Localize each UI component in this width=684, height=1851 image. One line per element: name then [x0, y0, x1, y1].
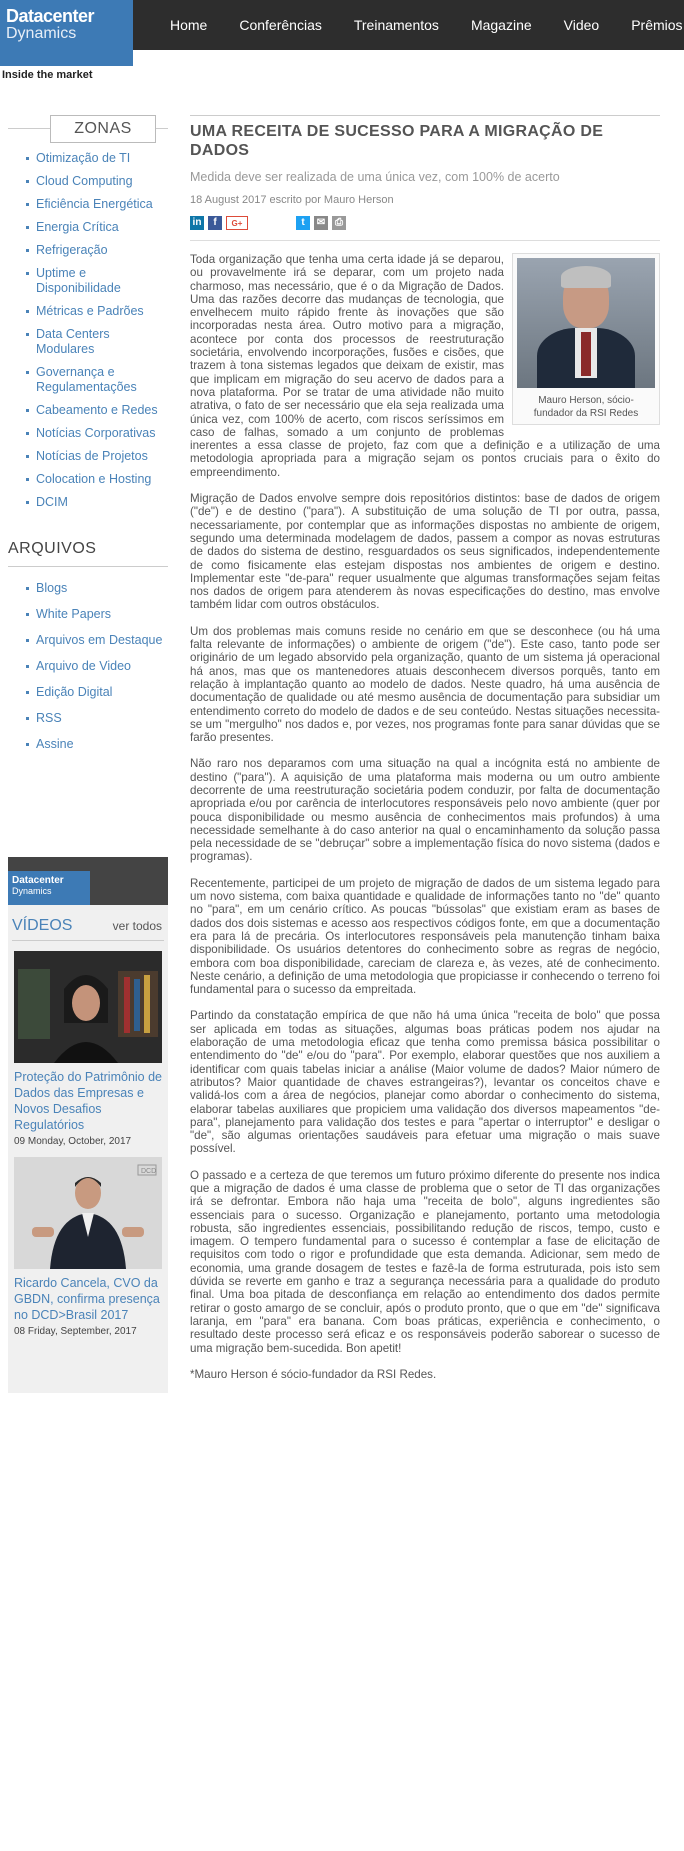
video-thumb-image-2 [14, 1157, 162, 1269]
sidebar-item-rss[interactable]: RSS [26, 711, 168, 726]
widget-logo[interactable] [8, 871, 90, 905]
site-tagline: Inside the market [2, 69, 93, 81]
nav-video[interactable]: Video [563, 17, 600, 33]
nav-home[interactable]: Home [170, 17, 208, 33]
sidebar-item-energia[interactable]: Energia Crítica [26, 220, 168, 235]
nav-conferencias[interactable]: Conferências [239, 17, 322, 33]
widget-logo-line1: Datacenter [12, 875, 64, 886]
article-paragraph: Não raro nos deparamos com uma situação na qual a incógnita está no ambiente de destino ("para"). A aquisição de uma plataforma mais moderna ou um outro ambiente decorrente de uma reestruturação societária podem conduzir, por falta de documentação apropriada e/ou por carência de interlocutores responsáveis pelo novo ambiente (quer por pouca disponibilidade ou mesmo ausência de conhecimentos mais profundos) à uma necessidade semelhante à do caso anterior na qual o encaminhamento da solução passa pela necessidade de se "debruçar" sobre a implementação física do novo sistema (dados e programas). [190, 757, 660, 864]
article-byline: 18 August 2017 escrito por Mauro Herson [190, 194, 394, 206]
sidebar-item-white-papers[interactable]: White Papers [26, 607, 168, 622]
site-header [0, 0, 684, 66]
logo-line1: Datacenter [6, 6, 95, 26]
videos-widget [8, 857, 168, 1393]
video-date-2: 08 Friday, September, 2017 [14, 1326, 137, 1337]
article-title: UMA RECEITA DE SUCESSO PARA A MIGRAÇÃO DE DADOS [190, 115, 660, 160]
sidebar-item-governanca[interactable]: Governança e Regulamentações [26, 365, 168, 395]
videos-title: VÍDEOS [12, 917, 73, 934]
sidebar-item-blogs[interactable]: Blogs [26, 581, 168, 596]
print-icon[interactable]: ⎙ [332, 216, 346, 230]
dcd-badge: DCD [141, 1168, 157, 1175]
photo-hair [561, 266, 611, 288]
article-paragraph: Recentemente, participei de um projeto de migração de dados de um sistema legado para um novo sistema, com baixa quantidade e qualidade de informações tanto no "de" quanto no "para", em um cenário crítico. As poucas "bússolas" que existiam eram as bases de dados dos dois sistemas e acesso aos respectivos códigos fonte, em que a documentação era para lá de precária. Os interlocutores responsáveis pela manutenção tinham baixa disponibilidade. Os usuários detentores do conhecimento sobre as regras de negócio, embora com boa disponibilidade, careciam de clareza e, às vezes, até de conhecimento. Neste cenário, a definição de uma metodologia que propiciasse ir conhecendo o terreno foi fundamental para o sucesso da empreitada. [190, 876, 660, 997]
main-nav [170, 0, 683, 50]
nav-premios[interactable]: Prêmios [631, 17, 683, 33]
zonas-list [8, 151, 168, 510]
video-caption-1[interactable]: Proteção do Patrimônio de Dados das Empresas e Novos Desafios Regulatórios [14, 1070, 163, 1132]
email-icon[interactable]: ✉ [314, 216, 328, 230]
videos-header [12, 911, 164, 941]
sidebar-item-refrigeracao[interactable]: Refrigeração [26, 243, 168, 258]
widget-banner [8, 857, 168, 905]
article-body [190, 253, 660, 1381]
linkedin-icon[interactable]: in [190, 216, 204, 230]
article-paragraph: Migração de Dados envolve sempre dois repositórios distintos: base de dados de origem ("de") e de destino ("para"). A substituição de uma solução de TI por outra, passa, necessariamente, por contemplar que as informações dispostas no ambiente de origem, segundo uma determinada modelagem de dados, passem a compor as novas estruturas de dados do sistema de destino, resguardados os seus significados, independentemente de como fisicamente elas estejam dispostas nos ambientes de origem e destino. Implementar este "de-para" requer usualmente que algumas transformações sejam feitas nos dados de origem para atenderem às novas especificações do destino, mas envolve também lidar com outros obstáculos. [190, 492, 660, 612]
share-spacer [252, 216, 292, 230]
article-paragraph: Toda organização que tenha uma certa idade já se deparou, ou provavelmente irá se deparar, com um projeto nada charmoso, mas necessário, que é o da Migração de Dados. Uma das razões decorre das mudanças de tecnologia, que envelhecem muito rápido frente às inovações que são incorporadas nesta área. Outro motivo para a migração, acontece por conta dos processos de reestruturação societária, envolvendo incorporações, fusões e cisões, que trazem à tona sistemas legados que deixam de existir, mas que implicam em migração do seu acervo de dados para a nova plataforma. Por se tratar de uma atividade não muito atrativa, o fato de ser necessário que ela seja realizada uma única vez, com 100% de acerto, com riscos seríssimos em caso de falhas, somado a um conjunto de problemas inerentes a essa classe de projeto, faz com que a definição e a utilização de uma metodologia apropriada para a migração sejam os pontos cruciais para o êxito do empreendimento. [190, 253, 660, 479]
video-thumbnail[interactable] [14, 951, 162, 1063]
sidebar-item-cabeamento[interactable]: Cabeamento e Redes [26, 403, 168, 418]
share-bar [190, 216, 660, 241]
article-subtitle: Medida deve ser realizada de uma única vez, com 100% de acerto [190, 170, 560, 184]
sidebar-item-modulares[interactable]: Data Centers Modulares [26, 327, 168, 357]
arquivos-list [8, 581, 168, 752]
video-date-1: 09 Monday, October, 2017 [14, 1136, 132, 1147]
article-paragraph: Partindo da constatação empírica de que não há uma única "receita de bolo" que possa ser aplicada em todas as situações, algumas boas práticas podem nos ajudar na elaboração de uma metodologia eficaz que tenha como premissa básica possibilitar o entendimento do "de" e/ou do "para". Por exemplo, elaborar questões que nos auxiliem a identificar com quais tabelas iniciar a análise (Maior volume de dados? Maior número de atributos? Maior quantidade de chaves estrangeiras?), levantar os conceitos chave e validá-los com a área de negócios, planejar como abordar o conhecimento do sistema, elaborar tabelas auxiliares que propiciem uma validação dos diversos mapeamentos "de-para", planejamento para validação dos testes e para "apertar o interruptor" e desligar o "de", são algumas orientações saudáveis para efetuar uma migração o mais suave possível. [190, 1009, 660, 1156]
nav-magazine[interactable]: Magazine [470, 17, 532, 33]
article-paragraph: O passado e a certeza de que teremos um futuro próximo diferente do presente nos indica que a migração de dados é uma classe de problema que o setor de TI das organizações irá se defrontar. Embora não haja uma "receita de bolo", alguns ingredientes são essenciais para o sucesso. Organização e planejamento, portanto uma metodologia robusta, são ingredientes essenciais, possibilitando redução de riscos, tempo, custo e imagem. O tempero fundamental para o sucesso é contemplar a fase de elicitação de requisitos com todo o rigor e profundidade que esta demanda. Adicionar, sem medo de economia, uma grande dosagem de testes e fazê-la de forma estruturada, pois isto sem dúvida se reverte em ganho e traz a segurança necessária para a qualidade do produto final. Uma boa pitada de desconfiança em relação ao entendimento dos dados permite retirar o gosto amargo de se concluir, após o produto pronto, que o que em "de" significava laranja, em "para" era banana. Com boas práticas, experiência e conhecimento, o resultado deste processo será eficaz e os responsáveis poderão saborear o sucesso de uma migração bem-sucedida. Bon apetit! [190, 1168, 660, 1355]
arquivos-title: ARQUIVOS [8, 540, 168, 567]
sidebar-item-cloud[interactable]: Cloud Computing [26, 174, 168, 189]
sidebar-item-corporativas[interactable]: Notícias Corporativas [26, 426, 168, 441]
author-photo-box [512, 253, 660, 425]
zonas-title: ZONAS [50, 115, 156, 143]
sidebar-item-metricas[interactable]: Métricas e Padrões [26, 304, 168, 319]
sidebar-item-projetos[interactable]: Notícias de Projetos [26, 449, 168, 464]
sidebar [8, 115, 168, 763]
sidebar-item-dcim[interactable]: DCIM [26, 495, 168, 510]
sidebar-item-destaque[interactable]: Arquivos em Destaque [26, 633, 168, 648]
video-thumbnail[interactable] [14, 1157, 162, 1269]
author-note: *Mauro Herson é sócio-fundador da RSI Redes. [190, 1367, 437, 1381]
site-logo[interactable] [0, 0, 133, 66]
logo-line2: Dynamics [6, 25, 77, 42]
sidebar-item-video[interactable]: Arquivo de Video [26, 659, 168, 674]
video-caption-2[interactable]: Ricardo Cancela, CVO da GBDN, confirma presença no DCD>Brasil 2017 [14, 1276, 160, 1322]
facebook-icon[interactable]: f [208, 216, 222, 230]
nav-treinamentos[interactable]: Treinamentos [353, 17, 439, 33]
author-photo [517, 258, 655, 388]
zonas-header [8, 115, 168, 141]
sidebar-item-edicao[interactable]: Edição Digital [26, 685, 168, 700]
photo-caption: Mauro Herson, sócio-fundador da RSI Redes [533, 395, 639, 419]
twitter-icon[interactable]: t [296, 216, 310, 230]
video-thumb-image-1 [14, 951, 162, 1063]
article [190, 115, 660, 1394]
sidebar-item-otimizacao[interactable]: Otimização de TI [26, 151, 168, 166]
see-all-link[interactable]: ver todos [112, 919, 162, 933]
widget-logo-line2: Dynamics [12, 886, 52, 896]
sidebar-item-eficiencia[interactable]: Eficiência Energética [26, 197, 168, 212]
sidebar-item-colocation[interactable]: Colocation e Hosting [26, 472, 168, 487]
sidebar-item-assine[interactable]: Assine [26, 737, 168, 752]
photo-tie [581, 332, 591, 376]
google-plus-icon[interactable]: G+ [226, 216, 248, 230]
article-paragraph: Um dos problemas mais comuns reside no cenário em que se desconhece (ou há uma falta relevante de informações) o ambiente de origem ("de"). Este caso, tanto pode ser originário de um legado absorvido pela organização, quanto de um sistema já operacional há anos, mas que os mantenedores atuais desconhecem diversos porquês, tanto em relação à implantação quanto ao modelo de dados. Neste quadro, há uma ausência de documentação de qualidade ou até mesmo ausência de documentação para subsidiar um entendimento correto do modelo de dados e de seu conteúdo. Nestas situações necessita-se um "mergulho" nos dados e, por vezes, nos programas fonte para sanar dúvidas que se farão presentes. [190, 624, 660, 745]
sidebar-item-uptime[interactable]: Uptime e Disponibilidade [26, 266, 168, 296]
